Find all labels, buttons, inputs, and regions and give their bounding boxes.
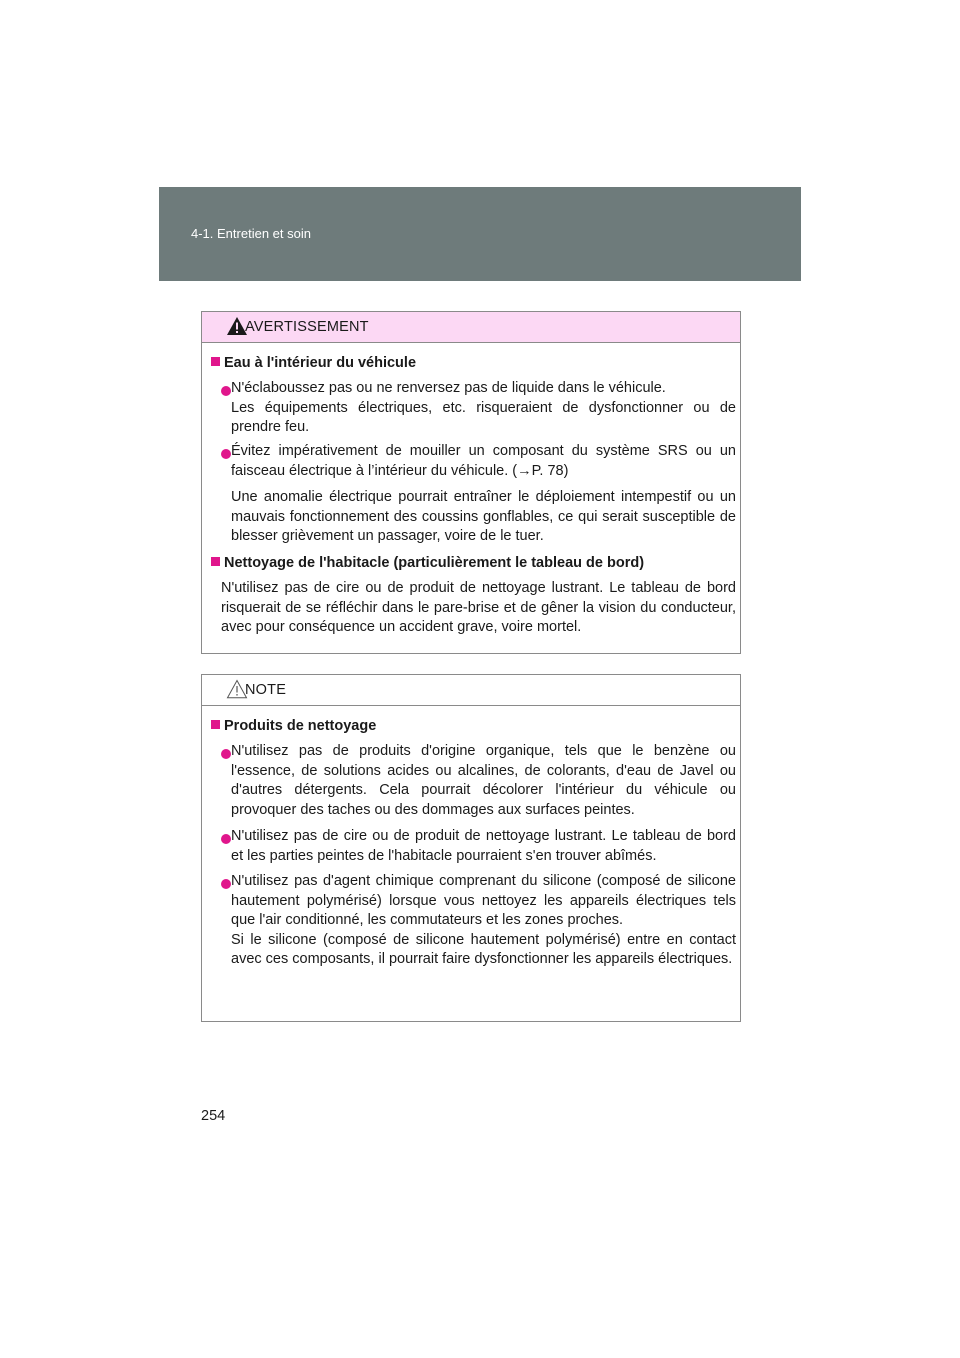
note-heading-products: Produits de nettoyage (211, 717, 376, 737)
bullet-dot-icon (221, 879, 231, 889)
warning-bullet-splash: N'éclaboussez pas ou ne renversez pas de liquide dans le véhicule. Les équipements électriques, etc. risqueraient de dysfonctionner ou de prendre feu. (231, 380, 736, 435)
bullet-dot-icon (221, 749, 231, 759)
section-header-bar (159, 187, 801, 281)
warning-box (201, 311, 741, 654)
square-marker-icon (211, 720, 220, 729)
note-box (201, 674, 741, 1022)
note-title: NOTE (245, 682, 287, 698)
note-bullet-organic: N'utilisez pas de produits d'origine organique, tels que le benzène ou l'essence, de solutions acides ou alcalines, de colorants, d'eau de Javel ou d'autres détergents. Cela pourrait décolorer l'intérieur du véhicule ou provoquer des taches ou des dommages aux surfaces peintes. (231, 743, 736, 818)
square-marker-icon (211, 357, 220, 366)
warning-heading-cleaning: Nettoyage de l'habitacle (particulièrement le tableau de bord) (211, 554, 644, 574)
note-bullet-silicone: N'utilisez pas d'agent chimique comprenant du silicone (composé de silicone hautement polymérisé) lorsque vous nettoyez les appareils électriques tels que l'air conditionné, les commutateurs et les zones proches. Si le silicone (composé de silicone hautement polymérisé) entre en contact avec ces composants, il pourrait faire dysfonctionner les appareils électriques. (231, 873, 736, 967)
warning-heading-water: Eau à l'intérieur du véhicule (211, 354, 416, 374)
section-label: 4-1. Entretien et soin (191, 226, 311, 241)
page-number: 254 (201, 1108, 226, 1124)
square-marker-icon (211, 557, 220, 566)
warning-title: AVERTISSEMENT (245, 319, 369, 335)
warning-cleaning-text: N'utilisez pas de cire ou de produit de nettoyage lustrant. Le tableau de bord risquerait de se réfléchir dans le pare-brise et de gêner la vision du conducteur, avec pour conséquence un accident grave, voire mortel. (221, 580, 736, 635)
bullet-dot-icon (221, 386, 231, 396)
bullet-dot-icon (221, 449, 231, 459)
note-bullet-wax: N'utilisez pas de cire ou de produit de nettoyage lustrant. Le tableau de bord et les parties peintes de l'habitacle pourraient s'en trouver abîmés. (231, 828, 736, 864)
note-box-header (202, 675, 740, 706)
warning-srs-explanation: Une anomalie électrique pourrait entraîner le déploiement intempestif ou un mauvais fonctionnement des coussins gonflables, ce qui serait susceptible de blesser grièvement un passager, voire de le tuer. (231, 489, 736, 544)
warning-box-header (202, 312, 740, 343)
warning-bullet-srs: Évitez impérativement de mouiller un composant du système SRS ou un faisceau électrique à l’intérieur du véhicule. (→P. 78) (231, 443, 736, 479)
bullet-dot-icon (221, 834, 231, 844)
